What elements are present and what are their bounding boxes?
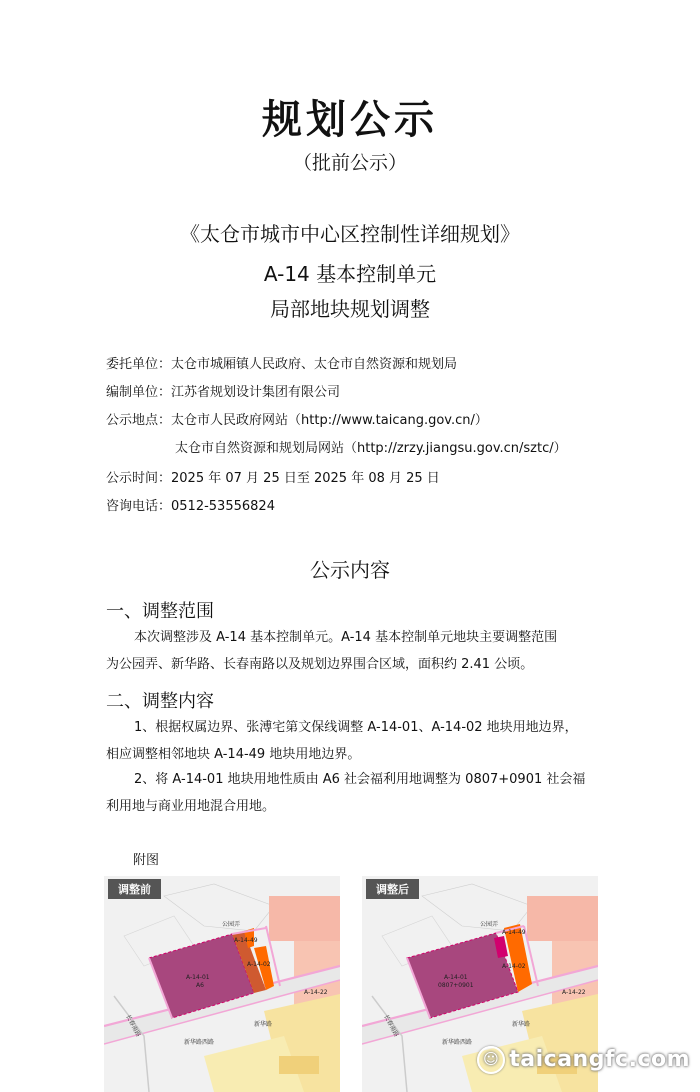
- document-title-line-1: 《太仓市城市中心区控制性详细规划》: [180, 222, 520, 246]
- map-before-drawing: [104, 876, 340, 1092]
- before-plot-22-label: A-14-22: [304, 989, 328, 996]
- section-2-item-2-line-2: 利用地与商业用地混合用地。: [106, 799, 276, 814]
- after-road-changchun: 长春南路: [382, 1013, 400, 1039]
- location-value-1: 太仓市人民政府网站（http://www.taicang.gov.cn/）: [171, 413, 488, 428]
- section-1-line-1: 本次调整涉及 A-14 基本控制单元。A-14 基本控制单元地块主要调整范围: [134, 630, 558, 645]
- before-plot-01-label: A-14-01: [186, 974, 210, 981]
- after-road-gongyuan: 公园弄: [480, 921, 499, 928]
- after-plot-49-label: A-14-49: [502, 929, 526, 936]
- info-location-2: [175, 440, 567, 458]
- before-plot-01-use: A6: [196, 982, 204, 989]
- compiler-label: 编制单位：: [106, 385, 172, 400]
- page-subtitle: （批前公示）: [292, 152, 407, 174]
- section-2-heading: 二、调整内容: [106, 691, 214, 712]
- phone-value: 0512-53556824: [171, 499, 275, 514]
- attachment-label: 附图: [133, 853, 160, 868]
- before-plot-49-label: A-14-49: [234, 937, 258, 944]
- location-value-2: 太仓市自然资源和规划局网站（http://zrzy.jiangsu.gov.cn/sztc/）: [175, 441, 567, 456]
- section-2-item-2-line-1: 2、将 A-14-01 地块用地性质由 A6 社会福利用地调整为 0807+0901 社会福: [134, 772, 586, 787]
- watermark-text: taicangfc.com: [509, 1047, 690, 1072]
- section-2-item-2: [106, 766, 594, 820]
- page-title: 规划公示: [262, 97, 438, 143]
- info-compiler: [106, 384, 340, 402]
- before-road-xinhua: 新华路: [254, 1021, 273, 1028]
- commission-value: 太仓市城厢镇人民政府、太仓市自然资源和规划局: [171, 357, 458, 372]
- info-location: [106, 412, 488, 430]
- section-2-item-1-line-1: 1、根据权属边界、张溥宅第文保线调整 A-14-01、A-14-02 地块用地边界，: [134, 720, 578, 735]
- content-heading: 公示内容: [310, 558, 390, 582]
- map-before-tag: 调整前: [108, 879, 161, 899]
- map-after-tag: 调整后: [366, 879, 419, 899]
- after-plot-02-label: A-14-02: [502, 963, 526, 970]
- watermark: [477, 1046, 690, 1074]
- smile-icon: ☺: [477, 1046, 505, 1074]
- after-plot-01-use: 0807+0901: [438, 982, 474, 989]
- before-road-gongyuan: 公园弄: [222, 921, 241, 928]
- section-1-heading: 一、调整范围: [106, 601, 214, 622]
- section-1-paragraph: [106, 624, 594, 678]
- after-road-west: 新华路西路: [442, 1039, 473, 1046]
- info-commission: [106, 356, 457, 374]
- section-2-item-1: [106, 714, 594, 768]
- location-label: 公示地点：: [106, 413, 172, 428]
- after-plot-22-label: A-14-22: [562, 989, 586, 996]
- before-plot-02-label: A-14-02: [247, 961, 271, 968]
- after-road-xinhua: 新华路: [512, 1021, 531, 1028]
- map-before: [104, 876, 340, 1092]
- section-1-line-2: 为公园弄、新华路、长春南路以及规划边界围合区域，面积约 2.41 公顷。: [106, 657, 534, 672]
- info-time: [106, 470, 440, 488]
- before-road-west: 新华路西路: [184, 1039, 215, 1046]
- document-title-line-3: 局部地块规划调整: [270, 297, 430, 321]
- compiler-value: 江苏省规划设计集团有限公司: [171, 385, 341, 400]
- phone-label: 咨询电话：: [106, 499, 172, 514]
- time-value: 2025 年 07 月 25 日至 2025 年 08 月 25 日: [171, 471, 440, 486]
- before-road-changchun: 长春南路: [124, 1013, 142, 1039]
- commission-label: 委托单位：: [106, 357, 172, 372]
- info-phone: [106, 498, 275, 516]
- after-plot-01-label: A-14-01: [444, 974, 468, 981]
- section-2-item-1-line-2: 相应调整相邻地块 A-14-49 地块用地边界。: [106, 747, 361, 762]
- time-label: 公示时间：: [106, 471, 172, 486]
- document-title-line-2: A-14 基本控制单元: [263, 262, 437, 286]
